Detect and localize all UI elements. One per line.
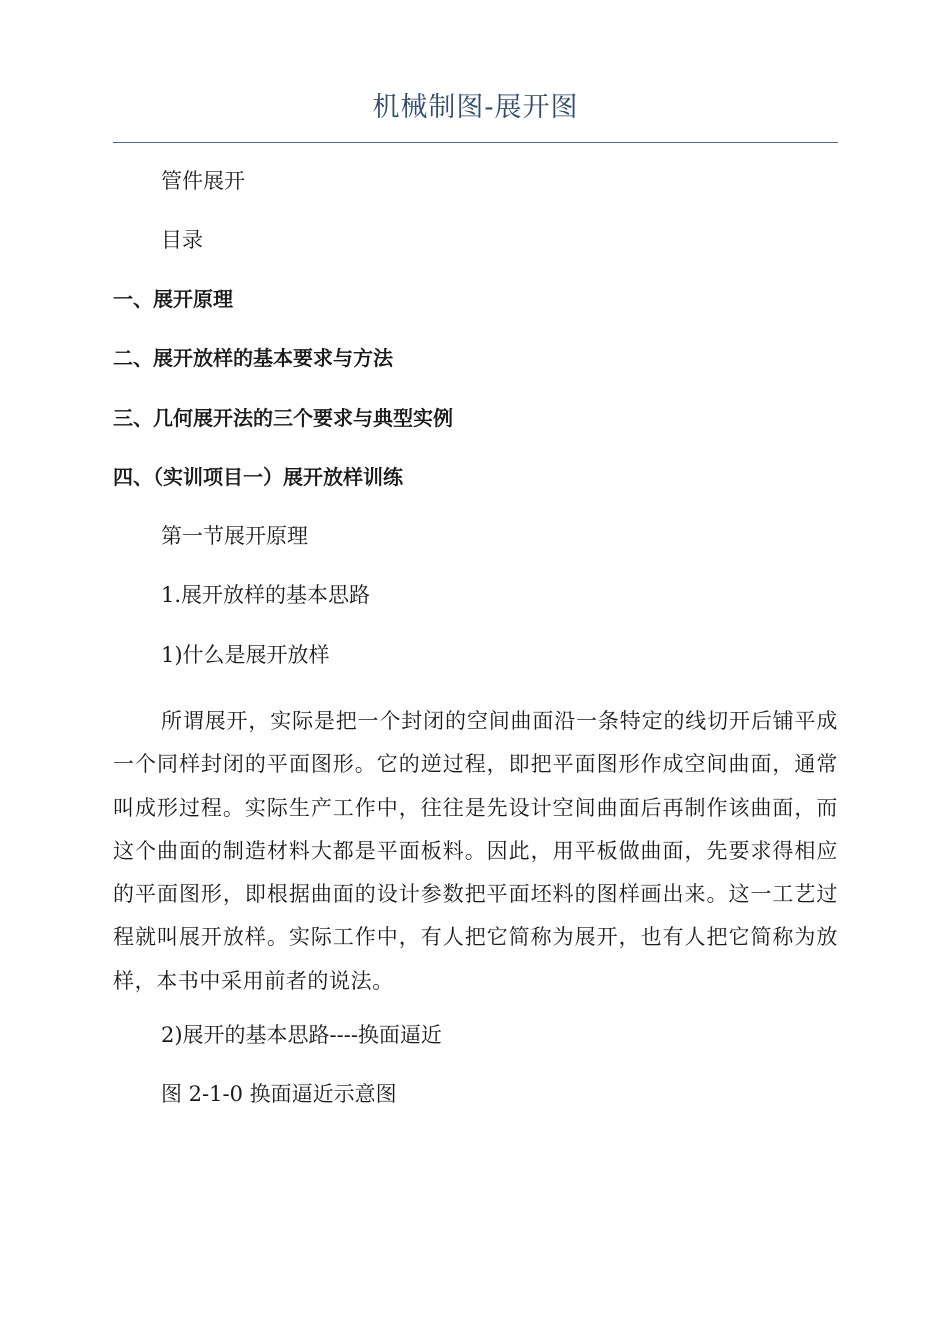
body-paragraph: 所谓展开，实际是把一个封闭的空间曲面沿一条特定的线切开后铺平成一个同样封闭的平面图形。它的逆过程，即把平面图形作成空间曲面，通常叫成形过程。实际生产工作中，往往是先设计空间曲面后再制作该曲面，而这个曲面的制造材料大都是平面板料。因此，用平板做曲面，先要求得相应的平面图形，即根据曲面的设计参数把平面坯料的图样画出来。这一工艺过程就叫展开放样。实际工作中，有人把它简称为展开，也有人把它简称为放样，本书中采用前者的说法。 <box>113 709 838 993</box>
subsection-heading: 1.展开放样的基本思路 <box>161 583 371 607</box>
question-heading: 1)什么是展开放样 <box>161 643 330 667</box>
method-heading: 2)展开的基本思路----换面逼近 <box>161 1023 442 1047</box>
toc-item-4: 四、（实训项目一）展开放样训练 <box>113 465 403 489</box>
contents-label: 目录 <box>161 228 203 252</box>
toc-item-1: 一、展开原理 <box>113 287 233 311</box>
toc-item-3: 三、几何展开法的三个要求与典型实例 <box>113 406 453 430</box>
subtitle-line: 管件展开 <box>161 169 245 193</box>
figure-caption: 图 2-1-0 换面逼近示意图 <box>161 1082 397 1106</box>
document-title: 机械制图-展开图 <box>372 92 579 123</box>
toc-item-2: 二、展开放样的基本要求与方法 <box>113 346 393 370</box>
section-heading: 第一节展开原理 <box>161 524 308 548</box>
title-divider <box>113 142 838 143</box>
